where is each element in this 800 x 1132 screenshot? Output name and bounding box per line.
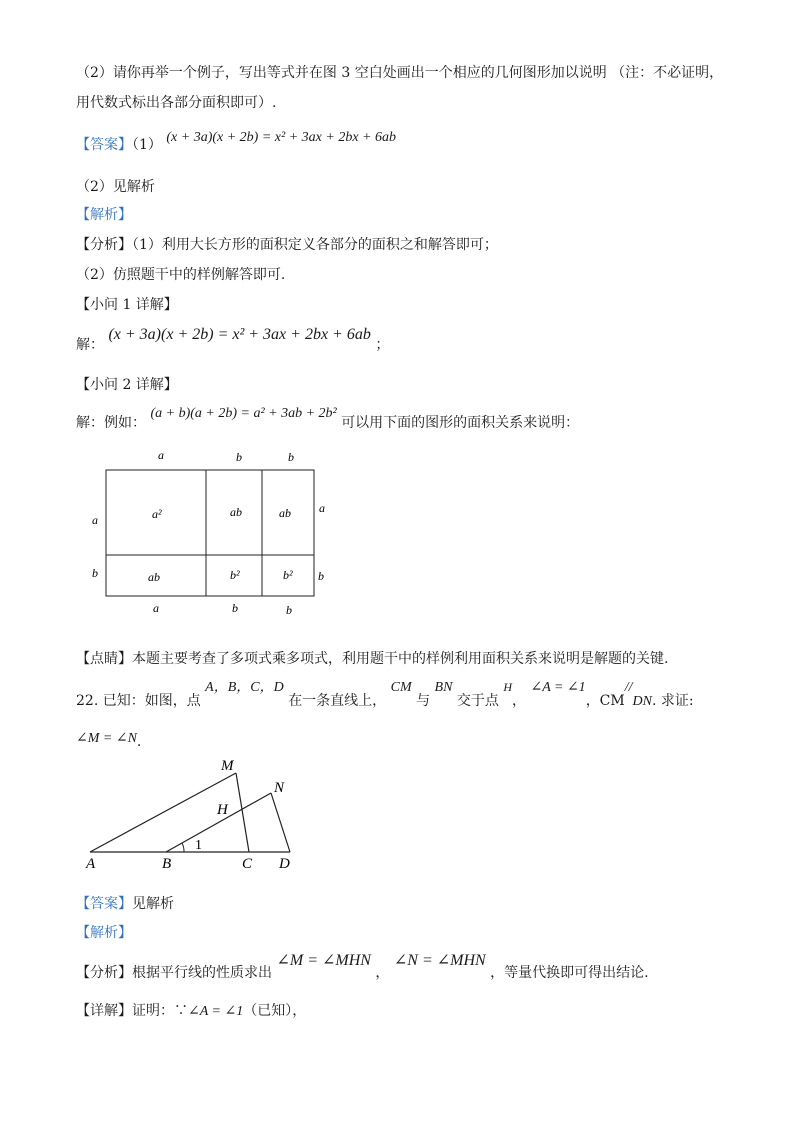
cell-label: ab — [148, 570, 160, 584]
top-label: b — [236, 450, 242, 464]
q21-sub2-title: 【小问 2 详解】 — [76, 377, 178, 393]
top-label: b — [288, 450, 294, 464]
q22-fenxi-eq1: ∠M = ∠MHN — [276, 952, 371, 969]
q22-goal: ∠M = ∠N — [76, 731, 137, 746]
q22-answer-tag: 【答案】 — [76, 896, 132, 912]
q21-part2-line1: （2）请你再举一个例子，写出等式并在图 3 空白处画出一个相应的几何图形加以说明 （注：不必证明， — [76, 65, 724, 81]
q22-answer-row — [76, 893, 174, 913]
top-label: a — [158, 448, 164, 462]
q22-fenxi-prefix: 【分析】根据平行线的性质求出 — [76, 965, 272, 981]
q22-h: H — [503, 680, 513, 694]
q22-cm2: ，CM — [585, 693, 625, 709]
q22-detail-eq: ∠A = ∠1 — [188, 1004, 244, 1019]
cell-label: ab — [230, 505, 242, 519]
right-label: a — [319, 501, 325, 515]
q22-intro: 22. 已知：如图，点 — [76, 693, 201, 709]
answer-1-prefix: （1） — [132, 137, 162, 153]
q22-statement — [76, 676, 694, 712]
q21-sub2-row — [76, 402, 580, 431]
label-angle-1: 1 — [195, 838, 202, 853]
sub2-prefix: 解：例如： — [76, 415, 146, 431]
sub1-prefix: 解： — [76, 337, 104, 353]
cell-label: b² — [230, 568, 240, 582]
bottom-label: b — [232, 601, 238, 615]
right-label: b — [318, 569, 324, 583]
label-d: D — [279, 856, 290, 872]
q22-angle-eq: ∠A = ∠1 — [530, 680, 586, 695]
q21-fenxi-line1: 【分析】（1）利用大长方形的面积定义各部分的面积之和解答即可； — [76, 237, 498, 253]
q22-fenxi-row — [76, 950, 649, 984]
q21-answer-2: （2）见解析 — [76, 179, 155, 195]
sub2-suffix: 可以用下面的图形的面积关系来说明： — [341, 415, 580, 431]
bottom-label: b — [286, 603, 292, 617]
sub2-equation: (a + b)(a + 2b) = a² + 3ab + 2b² — [150, 406, 337, 421]
angle-1-arc — [182, 843, 184, 852]
q22-answer: 见解析 — [132, 896, 174, 912]
q22-detail-prefix: 【详解】证明：∵ — [76, 1003, 188, 1019]
sub1-suffix: ； — [375, 337, 390, 353]
q22-jiao: 交于点 — [456, 693, 499, 709]
sub1-equation: (x + 3a)(x + 2b) = x² + 3ax + 2bx + 6ab — [108, 326, 371, 343]
q22-bn: BN — [434, 680, 453, 695]
label-m: M — [221, 758, 234, 774]
q22-comma: ， — [512, 693, 527, 709]
q22-analysis-tag: 【解析】 — [76, 925, 132, 941]
line-mc — [236, 773, 249, 852]
label-c: C — [242, 856, 253, 872]
q22-fenxi-eq2: ∠N = ∠MHN — [393, 952, 486, 969]
q22-prove: . 求证: — [651, 693, 694, 709]
q22-parallel: // — [624, 680, 633, 695]
label-n: N — [274, 780, 285, 796]
line-nd — [271, 793, 290, 852]
line-am — [90, 773, 236, 852]
q22-points: A，B，C，D — [205, 680, 284, 695]
q22-detail-suffix: （已知）， — [243, 1003, 307, 1019]
triangle-figure — [80, 752, 310, 872]
left-label: a — [92, 513, 98, 527]
q21-analysis-tag: 【解析】 — [76, 207, 132, 223]
q21-answer-row — [76, 130, 396, 154]
answer-1-equation: (x + 3a)(x + 2b) = x² + 3ax + 2bx + 6ab — [166, 130, 396, 145]
cell-label: ab — [279, 506, 291, 520]
q21-fenxi-line2: （2）仿照题干中的样例解答即可. — [76, 267, 286, 283]
answer-tag: 【答案】 — [76, 137, 132, 153]
q21-part2-line2: 用代数式标出各部分面积即可）. — [76, 95, 277, 111]
q21-sub1-row — [76, 324, 390, 353]
q22-on-line: 在一条直线上， — [288, 693, 387, 709]
q22-goal-dot: . — [136, 734, 142, 750]
q21-dianjing: 【点睛】本题主要考查了多项式乘多项式，利用题干中的样例利用面积关系来说明是解题的关键. — [76, 651, 669, 667]
q22-fenxi-suffix: ，等量代换即可得出结论. — [490, 965, 649, 981]
q22-cm: CM — [390, 680, 412, 695]
q22-dn: DN — [632, 694, 652, 709]
label-h: H — [217, 802, 228, 818]
label-b: B — [162, 856, 172, 872]
left-label: b — [92, 566, 98, 580]
label-a: A — [86, 856, 96, 872]
bottom-label: a — [153, 601, 159, 615]
q22-fenxi-mid: ， — [375, 965, 390, 981]
cell-label: a² — [152, 507, 162, 521]
area-model-figure — [80, 440, 340, 630]
cell-label: b² — [283, 568, 293, 582]
q22-goal-row — [76, 730, 142, 750]
q22-detail-row — [76, 1000, 306, 1020]
q22-yu: 与 — [416, 693, 431, 709]
q21-sub1-title: 【小问 1 详解】 — [76, 297, 178, 313]
